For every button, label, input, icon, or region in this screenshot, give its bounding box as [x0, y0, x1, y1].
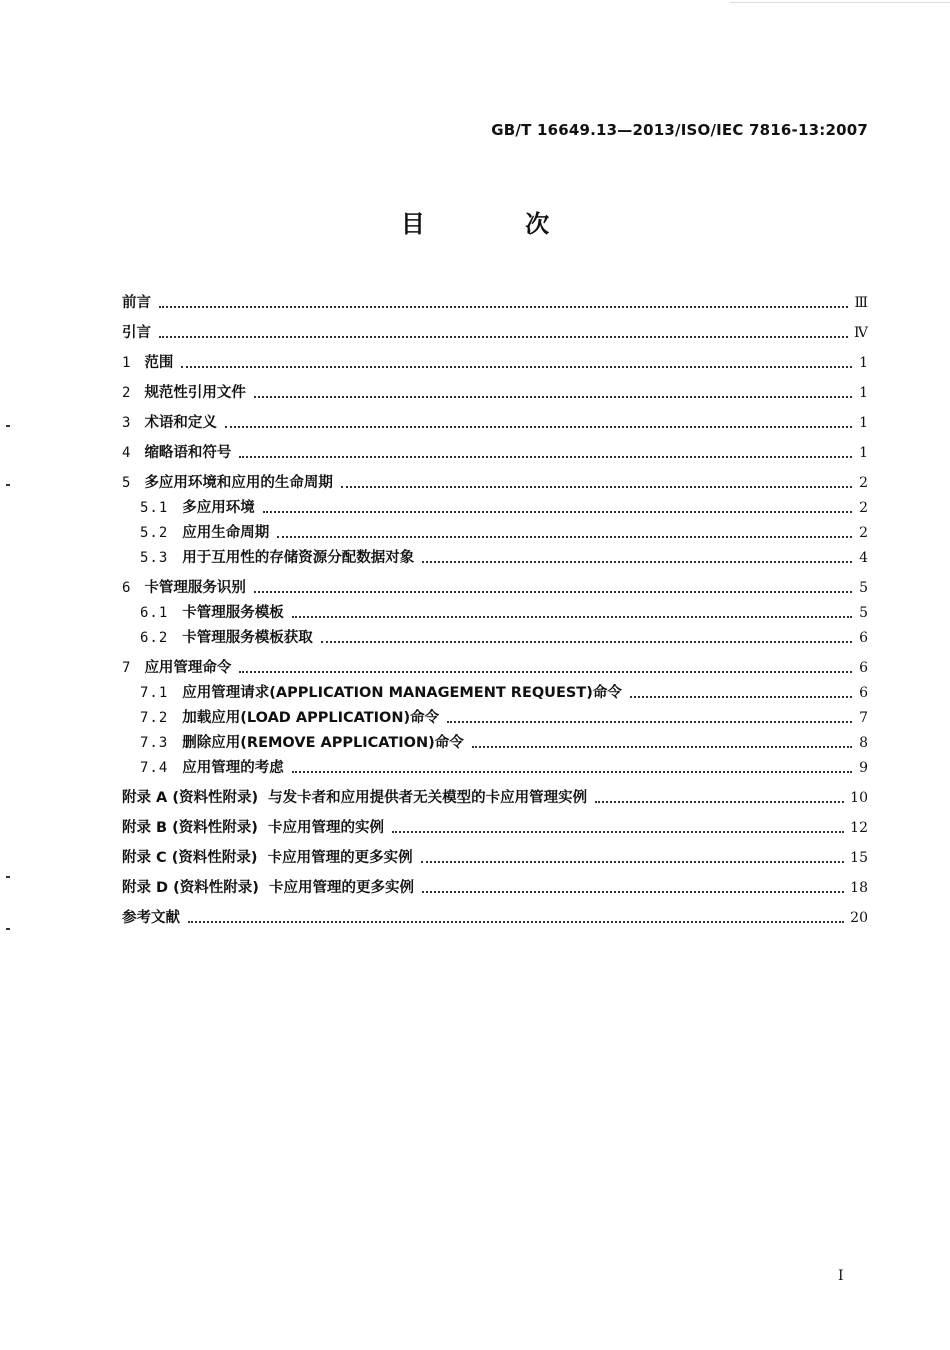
toc-entry-introduction[interactable] [122, 313, 868, 343]
toc-leader-dots [321, 641, 852, 643]
toc-entry-text: 用于互用性的存储资源分配数据对象 [182, 550, 415, 566]
toc-entry-page: 6 [859, 685, 868, 701]
toc-leader-dots [341, 486, 852, 488]
toc-entry-text: 缩略语和符号 [144, 445, 232, 461]
toc-entry-annex-c[interactable] [122, 838, 868, 868]
toc-entry-page: 6 [859, 630, 868, 646]
toc-entry-number: 5.3 [140, 550, 169, 566]
toc-entry-text: 加载应用(LOAD APPLICATION)命令 [182, 710, 440, 726]
toc-entry-text: 引言 [122, 325, 151, 341]
toc-entry-7-3[interactable] [122, 728, 868, 753]
toc-entry-text: 附录 D (资料性附录) 卡应用管理的更多实例 [122, 880, 414, 896]
toc-entry-number: 5.1 [140, 500, 169, 516]
toc-entry-text: 范围 [144, 355, 174, 371]
toc-entry-page: 5 [859, 580, 868, 596]
toc-entry-text: 应用生命周期 [182, 525, 270, 541]
toc-leader-dots [263, 511, 852, 513]
toc-entry-6-2[interactable] [122, 623, 868, 648]
toc-leader-dots [422, 891, 844, 893]
toc-entry-page: 5 [859, 605, 868, 621]
toc-entry-5-1[interactable] [122, 493, 868, 518]
toc-entry-page: 6 [859, 660, 868, 676]
toc-leader-dots [225, 426, 852, 428]
toc-entry-text: 参考文献 [122, 910, 180, 926]
toc-entry-6[interactable] [122, 568, 868, 598]
toc-entry-number: 7.1 [140, 685, 169, 701]
toc-entry-page: 12 [850, 820, 868, 836]
toc-entry-page: Ⅳ [854, 325, 868, 341]
toc-leader-dots [239, 456, 852, 458]
toc-entry-bibliography[interactable] [122, 898, 868, 928]
toc-entry-page: 2 [859, 525, 868, 541]
toc-entry-text: 规范性引用文件 [144, 385, 246, 401]
toc-entry-3[interactable] [122, 403, 868, 433]
toc-entry-annex-d[interactable] [122, 868, 868, 898]
scan-speck [6, 876, 10, 878]
toc-entry-7-2[interactable] [122, 703, 868, 728]
scan-speck [6, 425, 10, 427]
toc-leader-dots [292, 771, 852, 773]
toc-entry-number: 7.3 [140, 735, 169, 751]
toc-leader-dots [421, 861, 845, 863]
toc-entry-text: 附录 B (资料性附录) 卡应用管理的实例 [122, 820, 384, 836]
toc-leader-dots [254, 591, 852, 593]
toc-entry-text: 多应用环境 [182, 500, 255, 516]
toc-entry-5[interactable] [122, 463, 868, 493]
toc-leader-dots [630, 696, 852, 698]
standard-number-header: GB/T 16649.13—2013/ISO/IEC 7816-13:2007 [491, 121, 868, 139]
toc-entry-number: 3 [122, 415, 131, 431]
toc-entry-page: 2 [859, 500, 868, 516]
toc-entry-7-4[interactable] [122, 753, 868, 778]
toc-entry-page: 1 [859, 445, 868, 461]
toc-leader-dots [447, 721, 852, 723]
toc-entry-page: 1 [859, 355, 868, 371]
scan-speck [6, 484, 10, 486]
page-number: I [838, 1268, 844, 1284]
toc-leader-dots [277, 536, 852, 538]
toc-entry-6-1[interactable] [122, 598, 868, 623]
toc-entry-1[interactable] [122, 343, 868, 373]
toc-entry-text: 应用管理命令 [144, 660, 232, 676]
scan-edge-line [730, 2, 950, 3]
toc-entry-number: 6 [122, 580, 131, 596]
toc-leader-dots [159, 306, 848, 308]
toc-entry-page: Ⅲ [854, 295, 868, 311]
toc-entry-5-2[interactable] [122, 518, 868, 543]
toc-entry-page: 15 [850, 850, 868, 866]
toc-entry-text: 应用管理的考虑 [182, 760, 284, 776]
toc-entry-text: 卡管理服务模板获取 [182, 630, 313, 646]
toc-entry-number: 1 [122, 355, 131, 371]
toc-leader-dots [595, 801, 844, 803]
toc-entry-text: 卡管理服务模板 [182, 605, 284, 621]
toc-entry-text: 附录 A (资料性附录) 与发卡者和应用提供者无关模型的卡应用管理实例 [122, 790, 588, 806]
toc-entry-number: 7.4 [140, 760, 169, 776]
toc-leader-dots [239, 671, 852, 673]
toc-entry-page: 1 [859, 385, 868, 401]
toc-entry-page: 8 [859, 735, 868, 751]
toc-entry-5-3[interactable] [122, 543, 868, 568]
toc-entry-text: 删除应用(REMOVE APPLICATION)命令 [182, 735, 464, 751]
toc-leader-dots [159, 336, 848, 338]
toc-entry-page: 10 [850, 790, 868, 806]
toc-entry-page: 2 [859, 475, 868, 491]
scan-speck [6, 928, 10, 930]
toc-entry-text: 附录 C (资料性附录) 卡应用管理的更多实例 [122, 850, 413, 866]
toc-entry-page: 1 [859, 415, 868, 431]
toc-leader-dots [292, 616, 852, 618]
toc-leader-dots [254, 396, 852, 398]
toc-entry-text: 前言 [122, 295, 151, 311]
toc-entry-foreword[interactable] [122, 283, 868, 313]
toc-leader-dots [392, 831, 844, 833]
toc-entry-number: 4 [122, 445, 131, 461]
toc-entry-text: 应用管理请求(APPLICATION MANAGEMENT REQUEST)命令 [182, 685, 622, 701]
toc-title: 目 次 [400, 210, 596, 238]
toc-leader-dots [181, 366, 852, 368]
toc-entry-page: 20 [850, 910, 868, 926]
toc-entry-number: 6.1 [140, 605, 169, 621]
toc-entry-number: 2 [122, 385, 131, 401]
toc-entry-number: 7.2 [140, 710, 169, 726]
toc-leader-dots [188, 921, 844, 923]
toc-entry-number: 5.2 [140, 525, 169, 541]
toc-entry-text: 多应用环境和应用的生命周期 [144, 475, 333, 491]
toc-entry-4[interactable] [122, 433, 868, 463]
toc-entry-number: 6.2 [140, 630, 169, 646]
toc-entry-annex-a[interactable] [122, 778, 868, 808]
toc-entry-page: 18 [850, 880, 868, 896]
toc-entry-number: 7 [122, 660, 131, 676]
toc-entry-7[interactable] [122, 648, 868, 678]
toc-leader-dots [422, 561, 852, 563]
toc-entry-text: 术语和定义 [144, 415, 217, 431]
toc-entry-annex-b[interactable] [122, 808, 868, 838]
toc-list [122, 283, 868, 928]
toc-entry-page: 7 [859, 710, 868, 726]
toc-leader-dots [472, 746, 852, 748]
toc-entry-2[interactable] [122, 373, 868, 403]
toc-entry-page: 4 [859, 550, 868, 566]
toc-entry-text: 卡管理服务识别 [144, 580, 246, 596]
toc-entry-number: 5 [122, 475, 131, 491]
toc-entry-7-1[interactable] [122, 678, 868, 703]
toc-entry-page: 9 [859, 760, 868, 776]
